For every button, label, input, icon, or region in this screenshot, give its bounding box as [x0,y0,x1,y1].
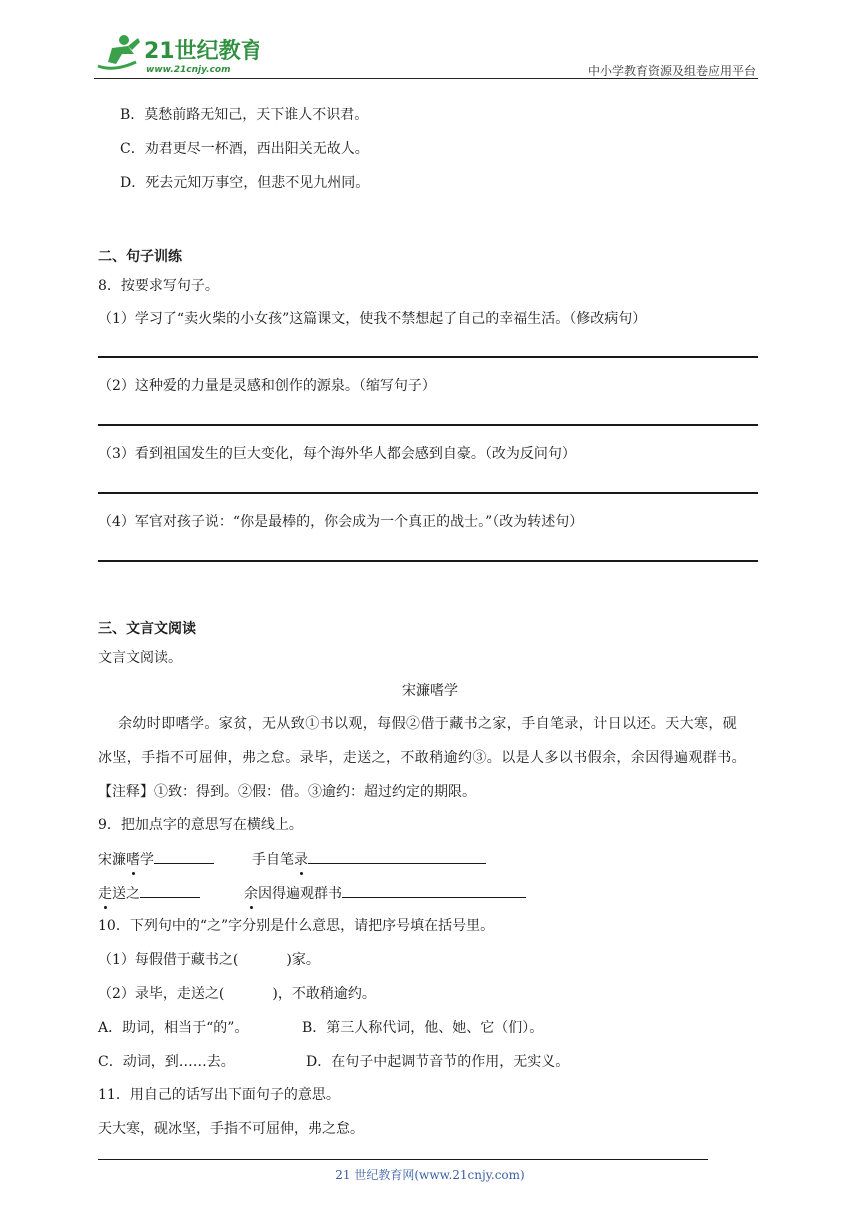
q10-option-c: C．动词，到……去。 [98,1054,235,1070]
q9-item-a: 宋濂嗜学 [98,849,214,869]
dotted-char: 余 [244,886,258,902]
runner-logo-icon [94,32,259,80]
passage-line-2: 冰坚，手指不可屈伸，弗之怠。录毕，走送之，不敢稍逾约③。以是人多以书假余，余因得遍观群书。 [98,750,746,766]
q9-item-b: 手自笔录 [252,849,486,869]
q10-option-a: A．助词，相当于“的”。 [98,1020,249,1036]
q10-option-d: D．在句子中起调节音节的作用，无实义。 [306,1054,570,1070]
footer-site[interactable]: 21 世纪教育网(www.21cnjy.com) [335,1168,525,1182]
question-10: 10．下列句中的“之”字分别是什么意思，请把序号填在括号里。 [98,918,495,934]
option-c: C．劝君更尽一杯酒，西出阳关无故人。 [120,141,369,157]
dotted-char: 嗜 [126,852,140,868]
q10-item-2: （2）录毕，走送之( )，不敢稍逾约。 [98,986,376,1002]
blank-a[interactable] [154,849,214,864]
logo-url: www.21cnjy.com [146,65,231,75]
passage-notes: 【注释】①致：得到。②假：借。③逾约：超过约定的期限。 [98,784,476,800]
q9-item-c: 走送之 [98,883,200,903]
dotted-char: 走 [98,886,112,902]
q10-option-b: B．第三人称代词，他、她、它（们）。 [302,1020,544,1036]
passage-title: 宋濂嗜学 [402,683,458,699]
logo-text: 21世纪教育 [144,39,259,64]
answer-line-4[interactable] [98,560,758,562]
answer-line-1[interactable] [98,356,758,358]
site-logo [94,32,259,80]
passage-line-1: 余幼时即嗜学。家贫，无从致①书以观，每假②借于藏书之家，手自笔录，计日以还。天大寒，砚 [118,716,738,732]
blank-d[interactable] [342,883,526,898]
question-8: 8．按要求写句子。 [98,278,219,294]
option-d: D．死去元知万事空，但悲不见九州同。 [120,175,370,191]
header-divider [94,78,758,79]
header-platform-name: 中小学教育资源及组卷应用平台 [587,64,756,78]
footer-divider [98,1159,708,1160]
q8-item-3: （3）看到祖国发生的巨大变化，每个海外华人都会感到自豪。（改为反问句） [98,446,576,462]
q11-sentence: 天大寒，砚冰坚，手指不可屈伸，弗之怠。 [98,1121,364,1137]
q10-item-1: （1）每假借于藏书之( )家。 [98,952,320,968]
section-title-classical: 三、文言文阅读 [98,621,196,637]
answer-line-3[interactable] [98,492,758,494]
dotted-char: 录 [294,852,308,868]
question-9: 9．把加点字的意思写在横线上。 [98,817,303,833]
q8-item-1: （1）学习了“卖火柴的小女孩”这篇课文，使我不禁想起了自己的幸福生活。（修改病句） [98,311,647,327]
blank-b[interactable] [308,849,486,864]
question-11: 11．用自己的话写出下面句子的意思。 [98,1087,340,1103]
option-b: B．莫愁前路无知己，天下谁人不识君。 [120,107,369,123]
q9-item-d: 余因得遍观群书 [244,883,526,903]
section-title-sentences: 二、句子训练 [98,249,182,265]
blank-c[interactable] [140,883,200,898]
q8-item-2: （2）这种爱的力量是灵感和创作的源泉。（缩写句子） [98,378,436,394]
answer-line-2[interactable] [98,424,758,426]
classical-intro: 文言文阅读。 [98,650,182,666]
q8-item-4: （4）军官对孩子说：“你是最棒的，你会成为一个真正的战士。”（改为转述句） [98,514,584,530]
